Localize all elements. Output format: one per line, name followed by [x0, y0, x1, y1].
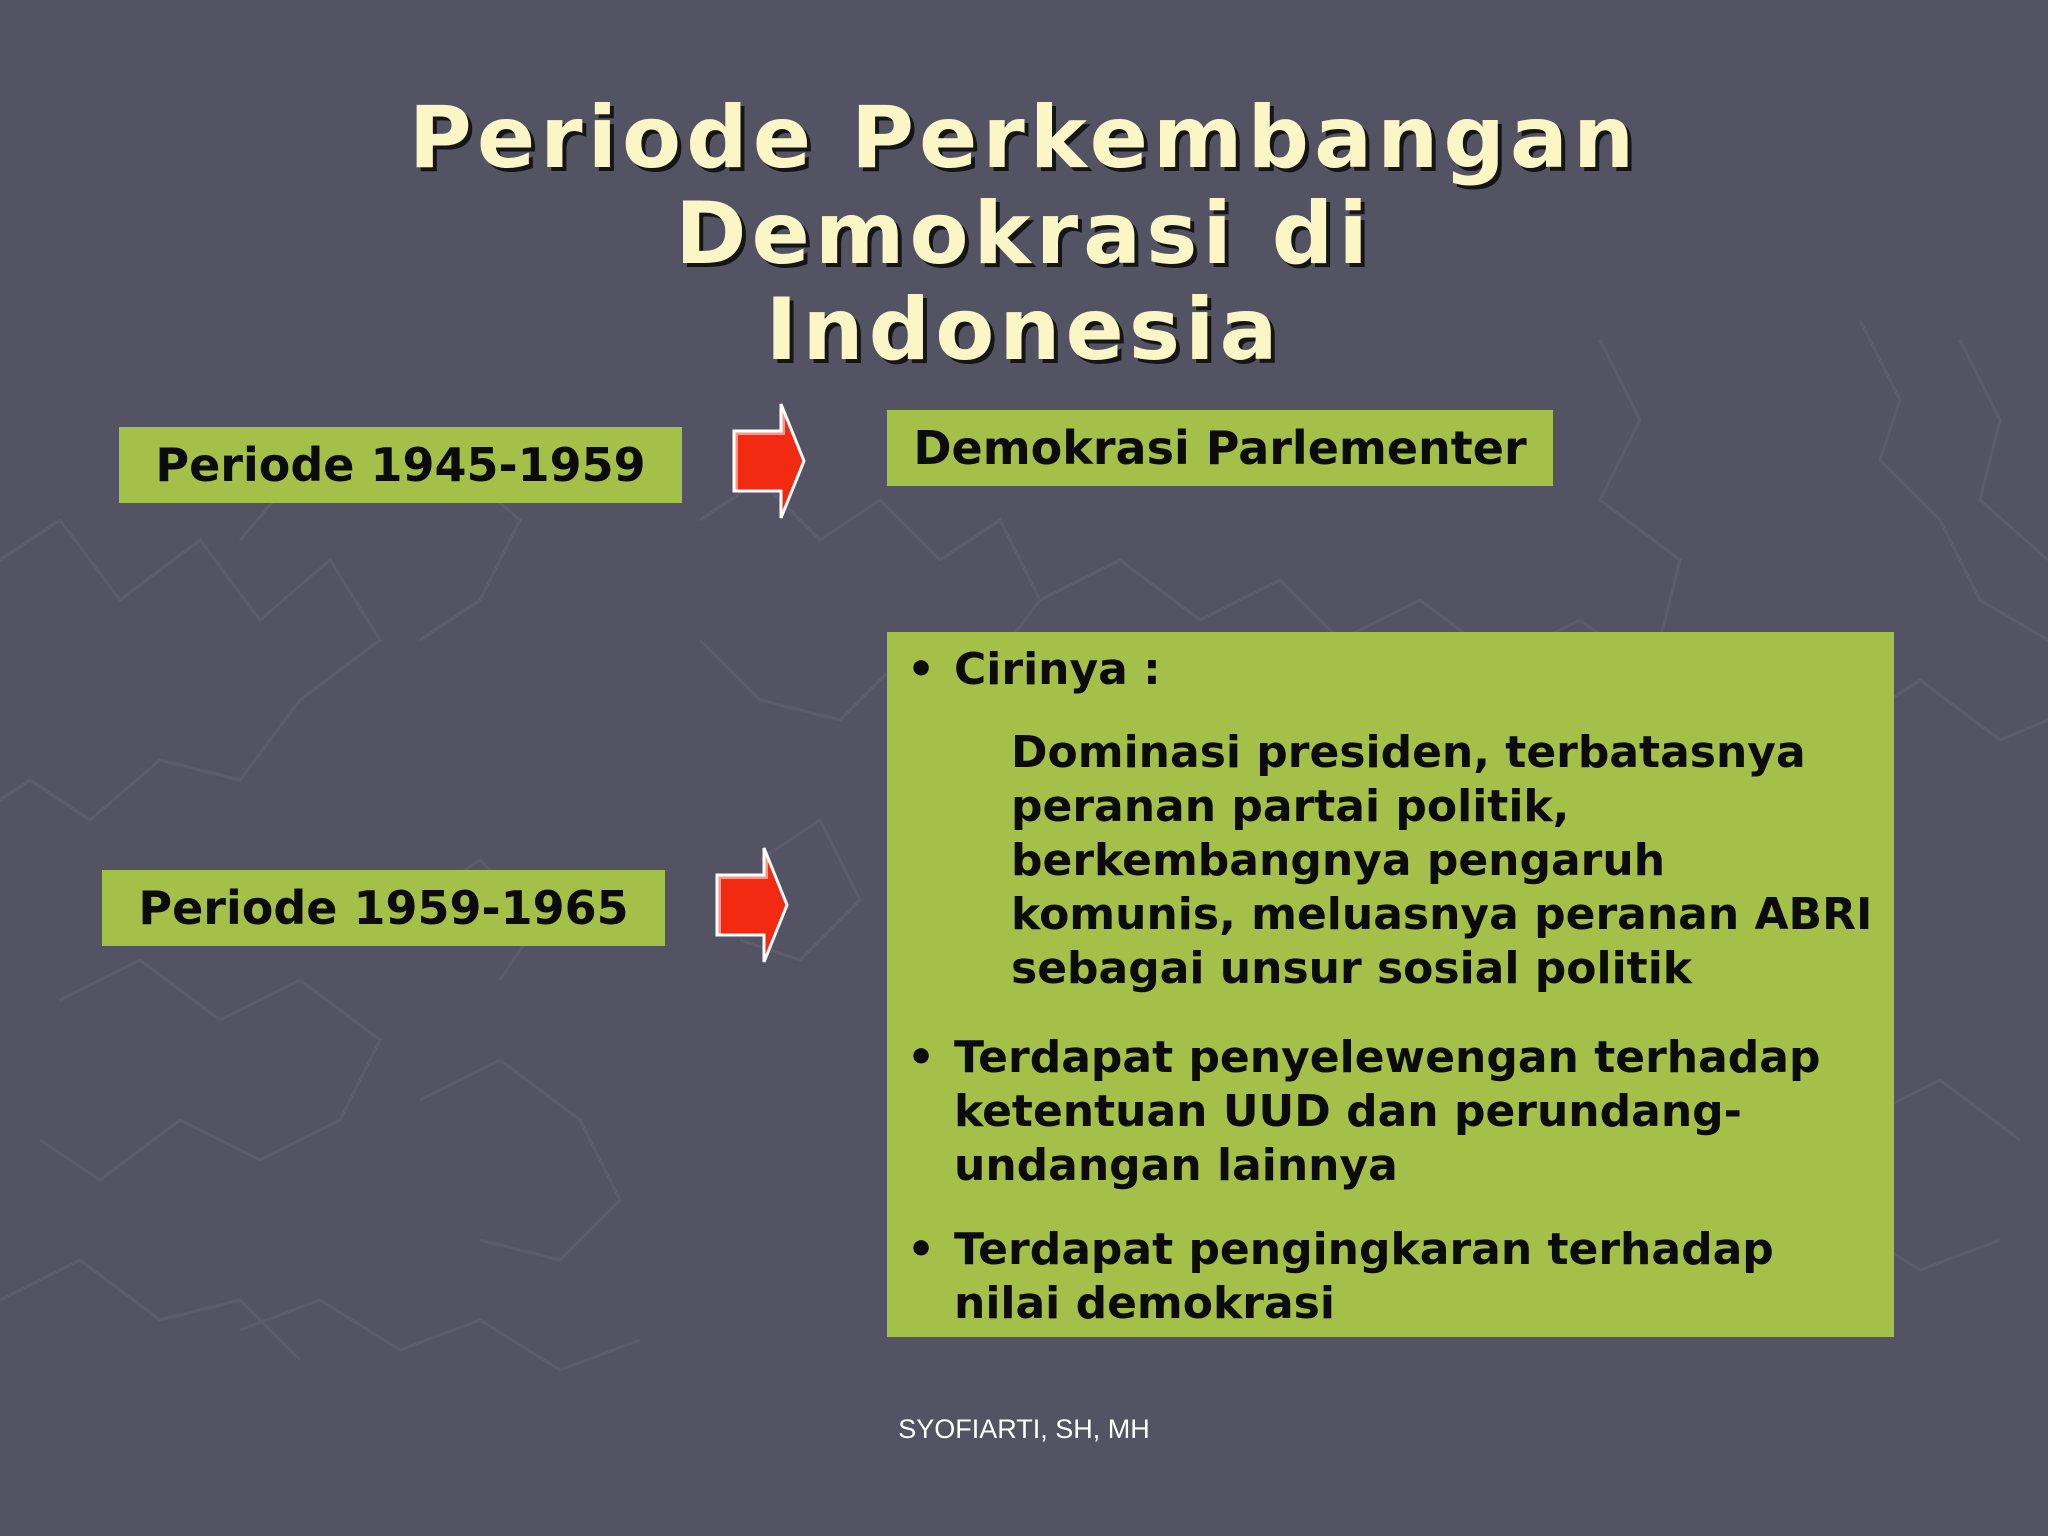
demokrasi-parlementer-label: Demokrasi Parlementer	[887, 410, 1553, 486]
cirinya-description: Dominasi presiden, terbatasnya peranan partai politik, berkembangnya pengaruh komunis, meluasnya peranan ABRI sebagai unsur sosial politik	[1011, 727, 1873, 994]
right-arrow-icon	[730, 400, 806, 522]
period-1945-1959-label: Periode 1945-1959	[119, 427, 682, 503]
footer-author: SYOFIARTI, SH, MH	[898, 1414, 1150, 1444]
title-line-1: Periode Perkembangan Demokrasi di	[408, 88, 1640, 284]
title-line-2: Indonesia	[765, 280, 1283, 380]
bullet-cirinya	[907, 643, 1867, 697]
bullet-penyelewengan	[907, 1031, 1867, 1193]
bullet-dot: •	[907, 644, 936, 695]
penyelewengan-text: Terdapat penyelewengan terhadap ketentuan UUD dan perundang-undangan lainnya	[954, 1032, 1821, 1191]
right-arrow-icon	[713, 844, 789, 966]
slide-title	[200, 90, 1848, 378]
cirinya-heading: Cirinya :	[954, 644, 1161, 695]
bullet-dot: •	[907, 1032, 936, 1083]
period-1959-1965-description	[887, 632, 1894, 1337]
pengingkaran-text: Terdapat pengingkaran terhadap nilai demokrasi	[954, 1224, 1774, 1329]
period-1959-1965-label: Periode 1959-1965	[102, 870, 665, 946]
bullet-pengingkaran	[907, 1223, 1867, 1331]
bullet-dot: •	[907, 1224, 936, 1275]
